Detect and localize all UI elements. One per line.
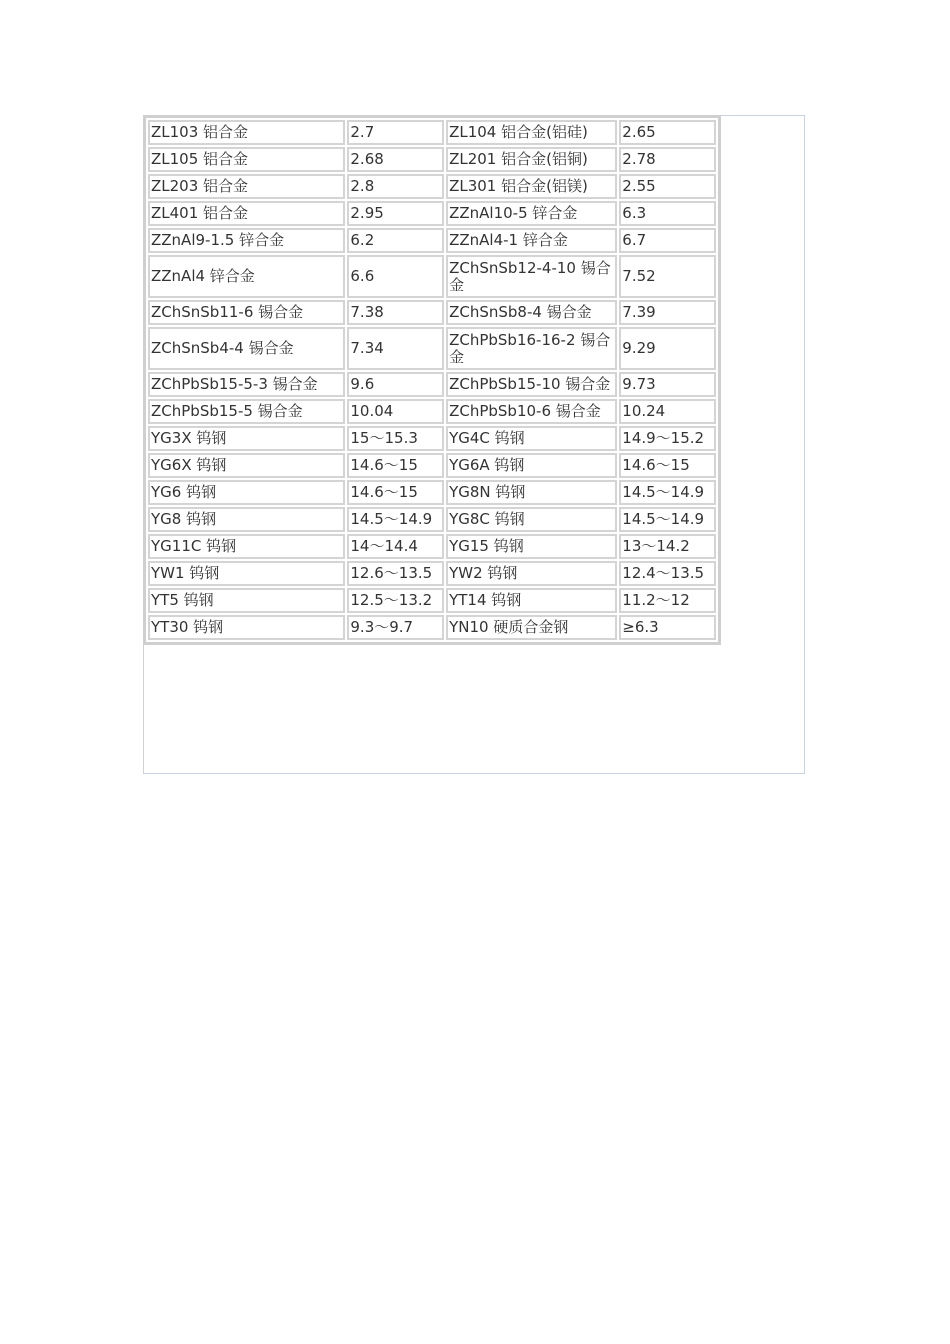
- material-name-cell: ZL301 铝合金(铝镁): [446, 174, 617, 199]
- material-name-cell: ZZnAl4-1 锌合金: [446, 228, 617, 253]
- density-value-cell: 2.8: [347, 174, 444, 199]
- density-value-cell: 2.7: [347, 120, 444, 145]
- material-name-cell: ZChSnSb8-4 锡合金: [446, 300, 617, 325]
- material-name-cell: YT14 钨钢: [446, 588, 617, 613]
- density-value-cell: 12.6～13.5: [347, 561, 444, 586]
- material-name-cell: YG6 钨钢: [148, 480, 345, 505]
- density-value-cell: 14.5～14.9: [619, 507, 716, 532]
- density-value-cell: 12.5～13.2: [347, 588, 444, 613]
- material-name-cell: ZChPbSb15-5 锡合金: [148, 399, 345, 424]
- density-value-cell: 14～14.4: [347, 534, 444, 559]
- density-value-cell: 7.52: [619, 255, 716, 298]
- table-row: [148, 300, 716, 325]
- density-value-cell: 6.6: [347, 255, 444, 298]
- density-value-cell: 12.4～13.5: [619, 561, 716, 586]
- material-name-cell: YG3X 钨钢: [148, 426, 345, 451]
- table-row: [148, 174, 716, 199]
- density-value-cell: 14.5～14.9: [619, 480, 716, 505]
- material-name-cell: YT30 钨钢: [148, 615, 345, 640]
- table-row: [148, 147, 716, 172]
- material-name-cell: YG6X 钨钢: [148, 453, 345, 478]
- density-value-cell: 10.04: [347, 399, 444, 424]
- density-value-cell: 14.6～15: [619, 453, 716, 478]
- density-value-cell: 2.95: [347, 201, 444, 226]
- material-name-cell: ZL203 铝合金: [148, 174, 345, 199]
- material-name-cell: ZL401 铝合金: [148, 201, 345, 226]
- material-name-cell: YG8C 钨钢: [446, 507, 617, 532]
- table-row: [148, 588, 716, 613]
- table-row: [148, 372, 716, 397]
- material-name-cell: ZChPbSb15-5-3 锡合金: [148, 372, 345, 397]
- density-value-cell: 14.6～15: [347, 453, 444, 478]
- density-value-cell: 7.34: [347, 327, 444, 370]
- density-table: [143, 115, 721, 645]
- material-name-cell: YG15 钨钢: [446, 534, 617, 559]
- table-row: [148, 426, 716, 451]
- table-row: [148, 615, 716, 640]
- table-row: [148, 228, 716, 253]
- density-value-cell: 2.65: [619, 120, 716, 145]
- density-value-cell: ≥6.3: [619, 615, 716, 640]
- table-row: [148, 480, 716, 505]
- table-row: [148, 561, 716, 586]
- density-value-cell: 14.6～15: [347, 480, 444, 505]
- density-value-cell: 6.2: [347, 228, 444, 253]
- density-value-cell: 6.3: [619, 201, 716, 226]
- material-name-cell: YG8N 钨钢: [446, 480, 617, 505]
- material-name-cell: ZChSnSb12-4-10 锡合金: [446, 255, 617, 298]
- table-row: [148, 201, 716, 226]
- table-row: [148, 255, 716, 298]
- density-value-cell: 13～14.2: [619, 534, 716, 559]
- material-name-cell: YW2 钨钢: [446, 561, 617, 586]
- table-row: [148, 327, 716, 370]
- material-name-cell: ZZnAl4 锌合金: [148, 255, 345, 298]
- table-row: [148, 453, 716, 478]
- material-name-cell: YW1 钨钢: [148, 561, 345, 586]
- material-name-cell: YG4C 钨钢: [446, 426, 617, 451]
- density-value-cell: 7.39: [619, 300, 716, 325]
- material-name-cell: YG11C 钨钢: [148, 534, 345, 559]
- material-name-cell: ZZnAl10-5 锌合金: [446, 201, 617, 226]
- table-row: [148, 399, 716, 424]
- table-row: [148, 534, 716, 559]
- density-value-cell: 7.38: [347, 300, 444, 325]
- density-value-cell: 9.3～9.7: [347, 615, 444, 640]
- density-value-cell: 14.5～14.9: [347, 507, 444, 532]
- density-value-cell: 2.55: [619, 174, 716, 199]
- material-name-cell: ZChSnSb11-6 锡合金: [148, 300, 345, 325]
- table-row: [148, 507, 716, 532]
- material-name-cell: YT5 钨钢: [148, 588, 345, 613]
- table-row: [148, 120, 716, 145]
- material-name-cell: ZL201 铝合金(铝铜): [446, 147, 617, 172]
- density-value-cell: 11.2～12: [619, 588, 716, 613]
- material-name-cell: ZChPbSb10-6 锡合金: [446, 399, 617, 424]
- material-name-cell: YG8 钨钢: [148, 507, 345, 532]
- material-name-cell: ZChPbSb15-10 锡合金: [446, 372, 617, 397]
- material-name-cell: ZZnAl9-1.5 锌合金: [148, 228, 345, 253]
- density-value-cell: 2.78: [619, 147, 716, 172]
- material-name-cell: ZL105 铝合金: [148, 147, 345, 172]
- material-name-cell: ZL103 铝合金: [148, 120, 345, 145]
- density-value-cell: 10.24: [619, 399, 716, 424]
- density-value-cell: 14.9～15.2: [619, 426, 716, 451]
- material-name-cell: YN10 硬质合金钢: [446, 615, 617, 640]
- material-name-cell: ZChPbSb16-16-2 锡合金: [446, 327, 617, 370]
- density-value-cell: 6.7: [619, 228, 716, 253]
- density-value-cell: 9.73: [619, 372, 716, 397]
- material-name-cell: YG6A 钨钢: [446, 453, 617, 478]
- density-value-cell: 9.6: [347, 372, 444, 397]
- material-name-cell: ZChSnSb4-4 锡合金: [148, 327, 345, 370]
- material-name-cell: ZL104 铝合金(铝硅): [446, 120, 617, 145]
- density-value-cell: 9.29: [619, 327, 716, 370]
- density-value-cell: 2.68: [347, 147, 444, 172]
- density-value-cell: 15～15.3: [347, 426, 444, 451]
